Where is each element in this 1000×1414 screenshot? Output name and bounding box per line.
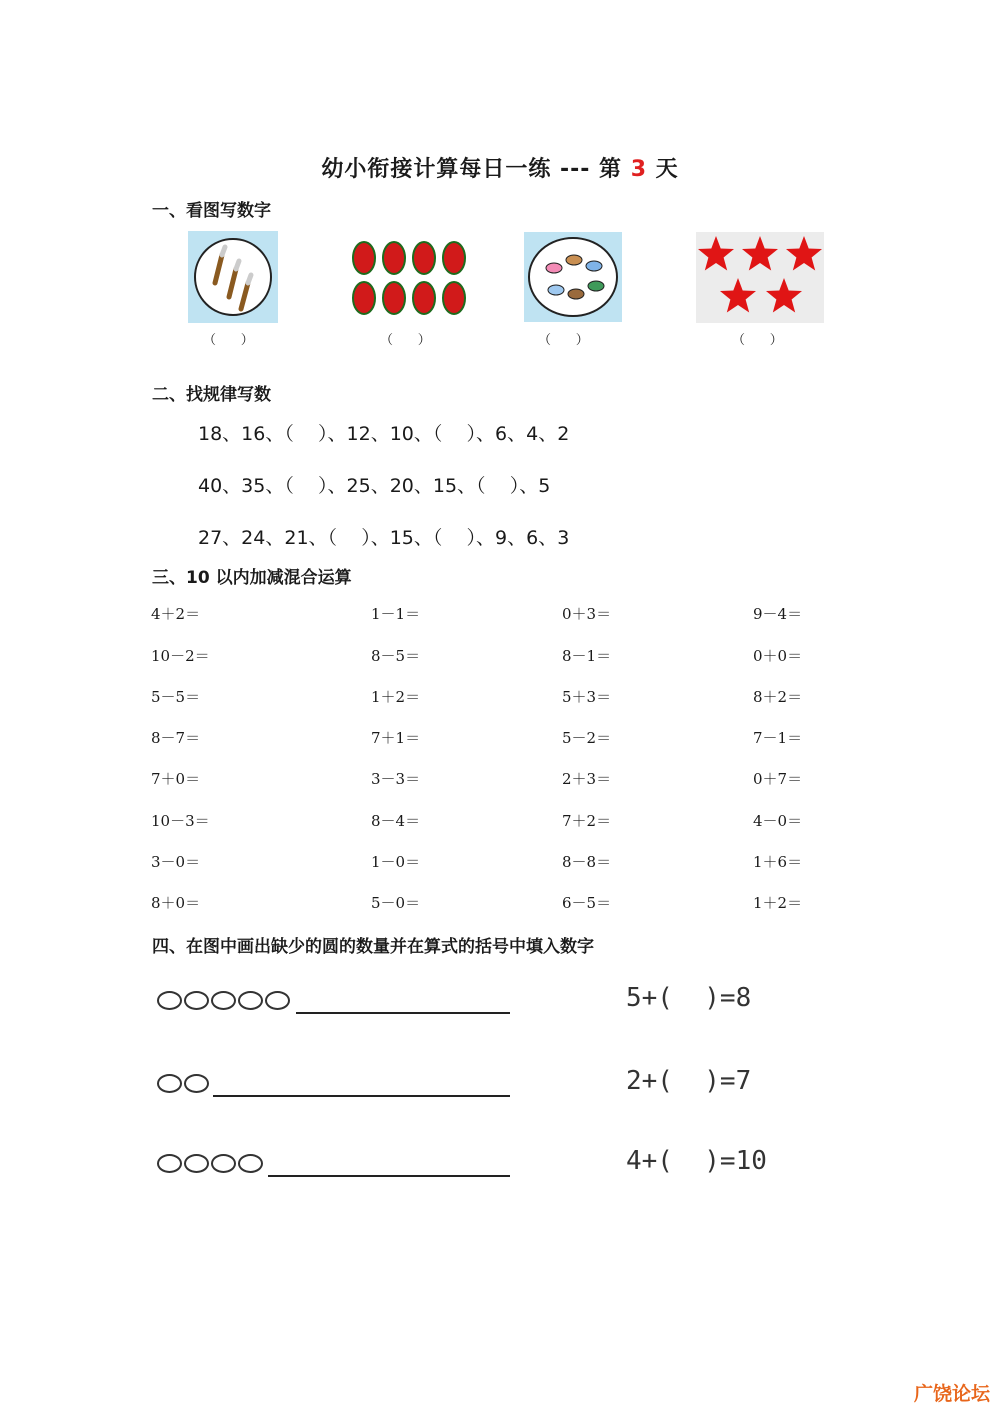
equation: 7＋0＝: [151, 770, 201, 788]
sequence-row: 40、35、（ ）、25、20、15、（ ）、5: [198, 475, 551, 497]
equation: 3－0＝: [151, 853, 201, 871]
equation: 6－5＝: [562, 894, 612, 912]
equation: 1＋2＝: [371, 688, 421, 706]
day-number: 3: [630, 157, 647, 182]
circle-row: [157, 1073, 211, 1093]
fill-equation: 2+( )=7: [626, 1066, 752, 1096]
equation: 5－0＝: [371, 894, 421, 912]
section3-heading: 三、10 以内加减混合运算: [152, 568, 352, 588]
circle-shape: [238, 1154, 263, 1173]
equation: 5－2＝: [562, 729, 612, 747]
candy-plate-icon: [524, 232, 622, 322]
sequence-row: 18、16、（ ）、12、10、（ ）、6、4、2: [198, 423, 570, 445]
equation: 7－1＝: [753, 729, 803, 747]
fill-equation: 5+( )=8: [626, 983, 752, 1013]
answer-blank-3[interactable]: （ ）: [538, 333, 589, 348]
equation: 8－1＝: [562, 647, 612, 665]
equation: 8－7＝: [151, 729, 201, 747]
fill-equation: 4+( )=10: [626, 1146, 767, 1176]
circle-shape: [184, 1074, 209, 1093]
equation: 0＋0＝: [753, 647, 803, 665]
equation: 4－0＝: [753, 812, 803, 830]
answer-blank-1[interactable]: （ ）: [203, 333, 254, 348]
equation: 10－2＝: [151, 647, 210, 665]
equation: 0＋7＝: [753, 770, 803, 788]
paintbrush-plate-icon: [188, 231, 278, 323]
section2-heading: 二、找规律写数: [152, 385, 271, 405]
circle-shape: [157, 991, 182, 1010]
circle-row: [157, 1153, 265, 1173]
equation: 7＋1＝: [371, 729, 421, 747]
answer-blank-2[interactable]: （ ）: [380, 333, 431, 348]
equation: 1－1＝: [371, 605, 421, 623]
section1-heading: 一、看图写数字: [152, 201, 271, 221]
answer-line[interactable]: [296, 1012, 510, 1014]
answer-line[interactable]: [213, 1095, 510, 1097]
circle-shape: [211, 991, 236, 1010]
equation: 0＋3＝: [562, 605, 612, 623]
circle-shape: [157, 1154, 182, 1173]
equation: 1＋2＝: [753, 894, 803, 912]
rose-flowers-icon: [350, 238, 470, 318]
watermark-logo: 广饶论坛: [913, 1383, 990, 1405]
circle-shape: [238, 991, 263, 1010]
equation: 8－5＝: [371, 647, 421, 665]
equation: 4＋2＝: [151, 605, 201, 623]
equation: 8－8＝: [562, 853, 612, 871]
page-title: 幼小衔接计算每日一练 --- 第 3 天: [321, 157, 679, 182]
equation: 8＋0＝: [151, 894, 201, 912]
equation: 8＋2＝: [753, 688, 803, 706]
circle-shape: [157, 1074, 182, 1093]
answer-line[interactable]: [268, 1175, 510, 1177]
sequence-row: 27、24、21、（ ）、15、（ ）、9、6、3: [198, 527, 570, 549]
red-stars-icon: [696, 232, 824, 323]
circle-row: [157, 990, 292, 1010]
section4-heading: 四、在图中画出缺少的圆的数量并在算式的括号中填入数字: [152, 937, 594, 957]
equation: 9－4＝: [753, 605, 803, 623]
equation: 2＋3＝: [562, 770, 612, 788]
circle-shape: [184, 1154, 209, 1173]
circle-shape: [184, 991, 209, 1010]
equation: 5＋3＝: [562, 688, 612, 706]
equation: 1＋6＝: [753, 853, 803, 871]
answer-blank-4[interactable]: （ ）: [732, 333, 783, 348]
equation: 7＋2＝: [562, 812, 612, 830]
equation: 8－4＝: [371, 812, 421, 830]
equation: 10－3＝: [151, 812, 210, 830]
circle-shape: [265, 991, 290, 1010]
equation: 5－5＝: [151, 688, 201, 706]
circle-shape: [211, 1154, 236, 1173]
equation: 1－0＝: [371, 853, 421, 871]
equation: 3－3＝: [371, 770, 421, 788]
